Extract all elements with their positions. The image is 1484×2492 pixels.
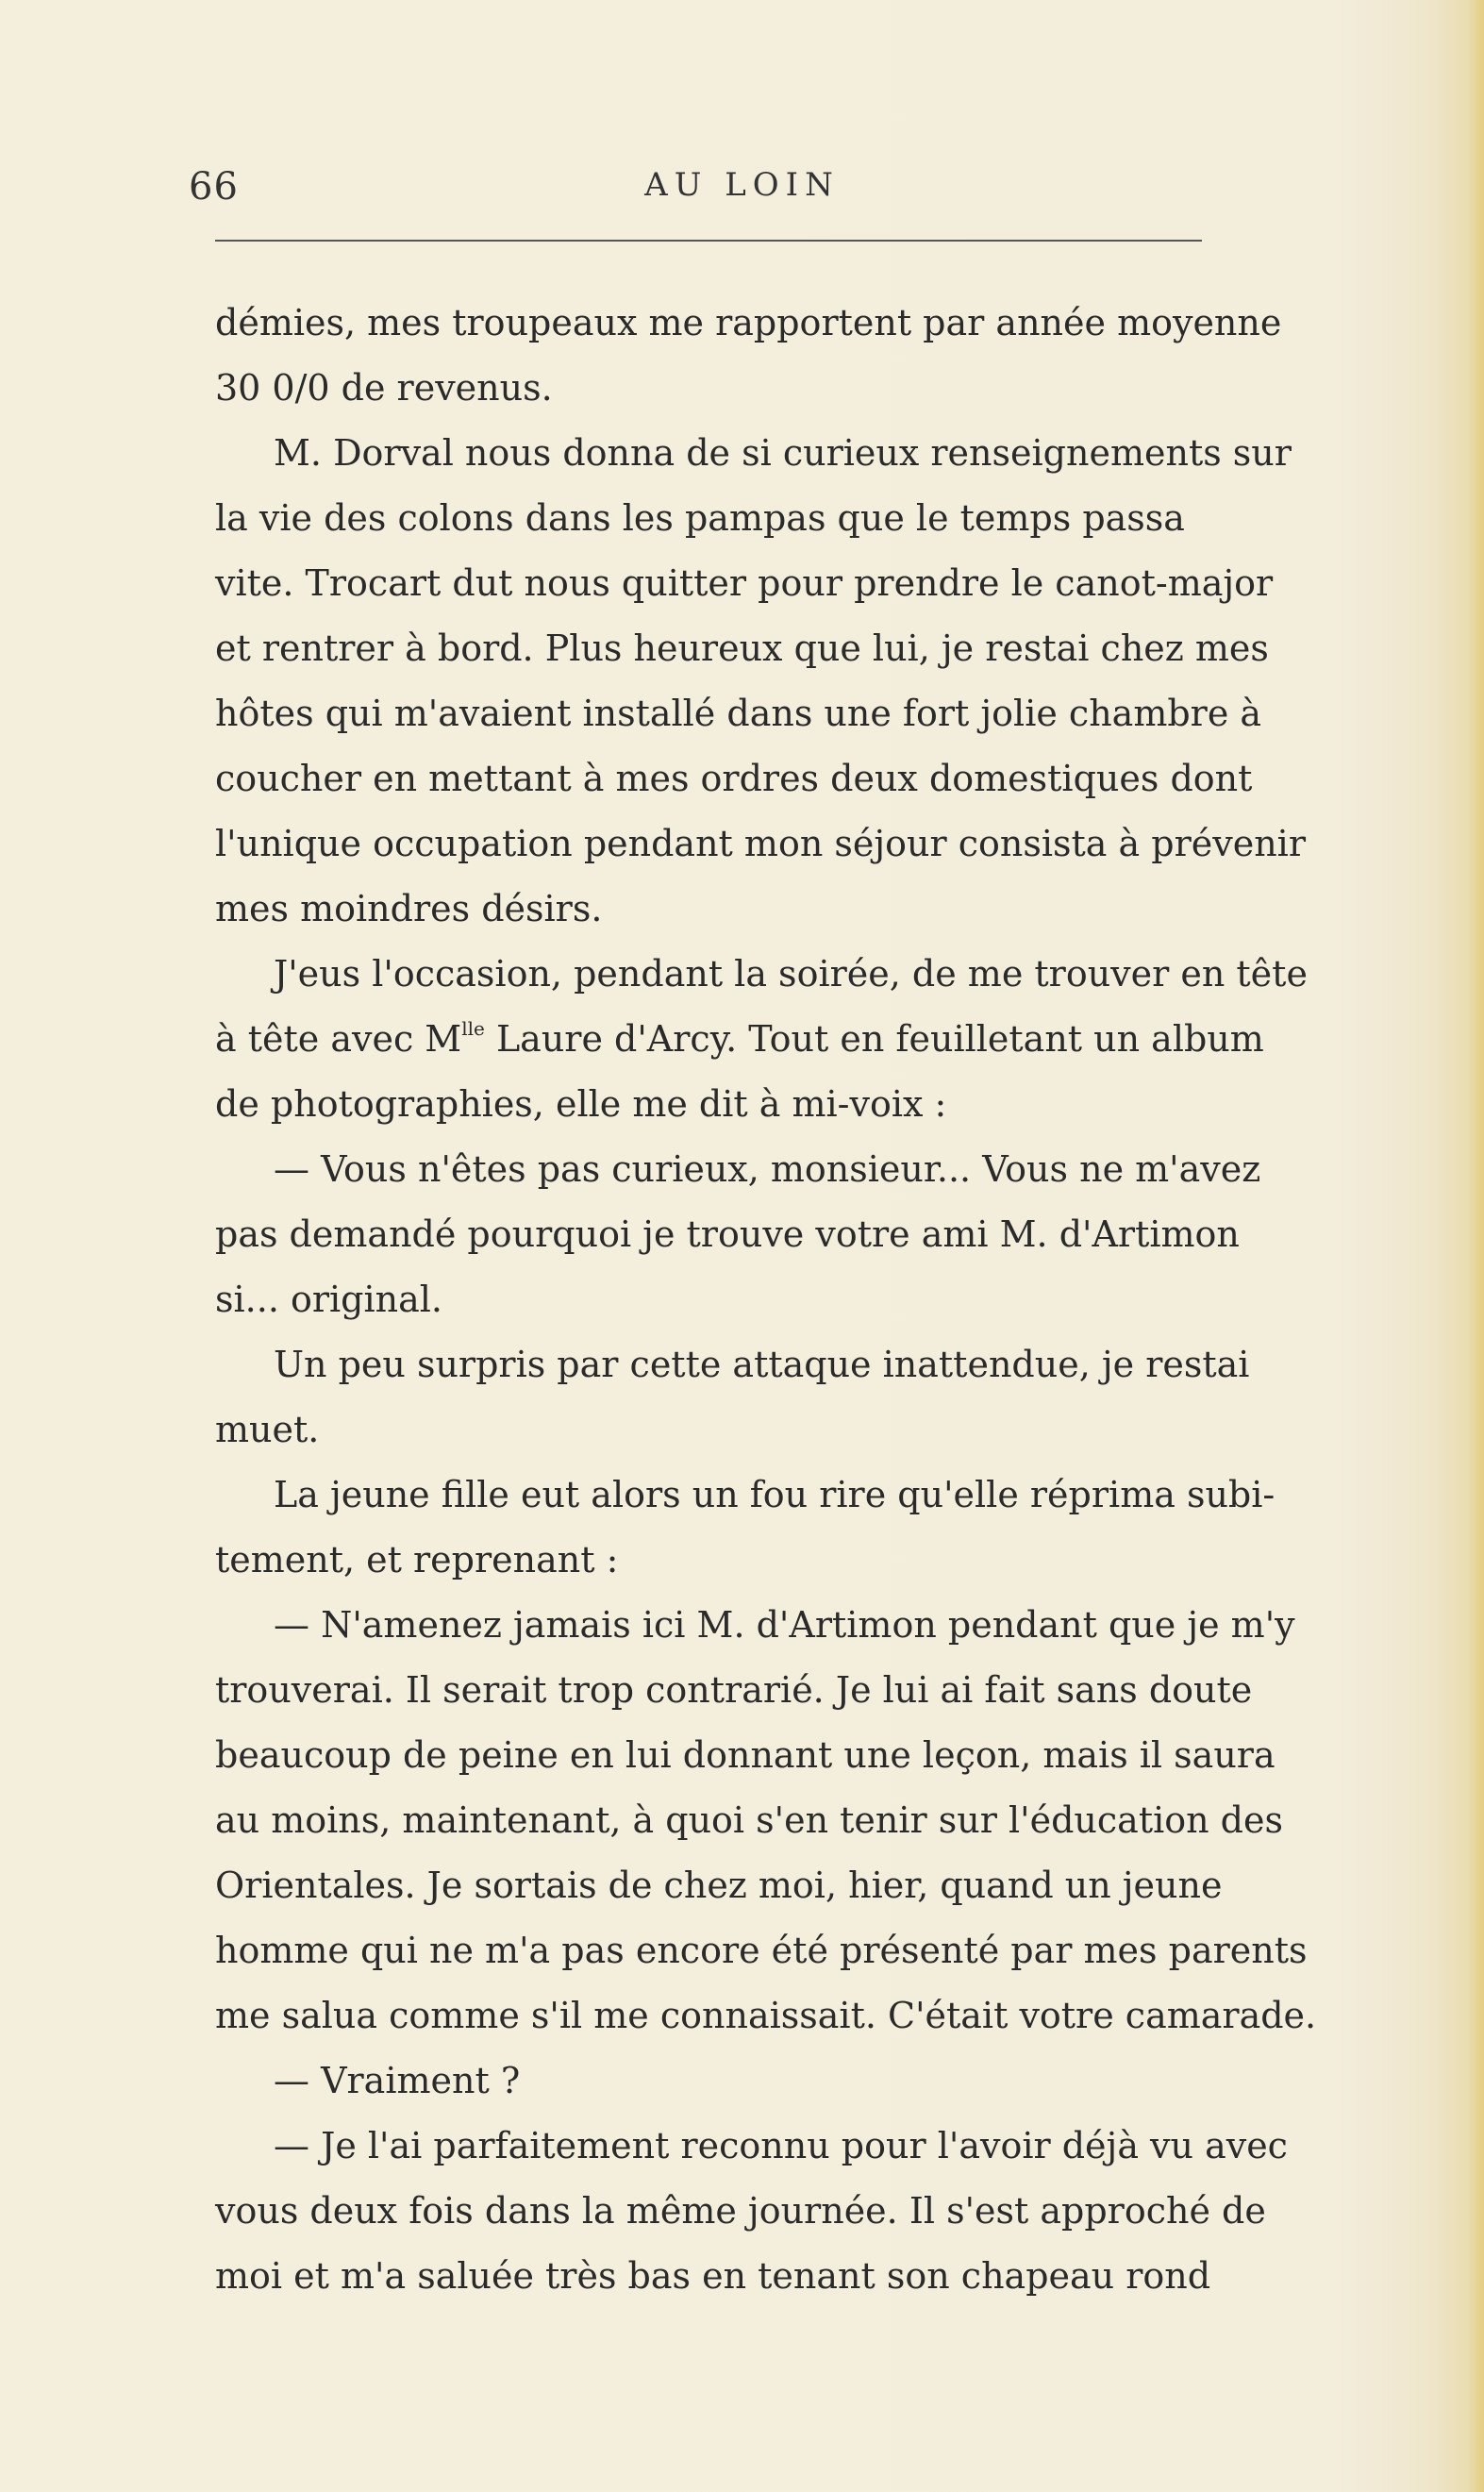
- text-line: Orientales. Je sortais de chez moi, hier, quand un jeune: [215, 1865, 1223, 1906]
- text-line: tement, et reprenant :: [215, 1539, 619, 1580]
- text-line: — Je l'ai parfaitement reconnu pour l'avoir déjà vu avec: [274, 2125, 1288, 2166]
- text-line: — Vraiment ?: [274, 2060, 521, 2101]
- text-line: vite. Trocart dut nous quitter pour prendre le canot-major: [215, 562, 1274, 604]
- header-rule: [215, 240, 1202, 242]
- text-line: et rentrer à bord. Plus heureux que lui, je restai chez mes: [215, 627, 1269, 669]
- text-line: M. Dorval nous donna de si curieux renseignements sur: [274, 432, 1292, 474]
- text-line: démies, mes troupeaux me rapportent par année moyenne: [215, 302, 1282, 343]
- text-segment: à tête avec M: [215, 1018, 462, 1060]
- body-text: [215, 291, 1394, 2309]
- page-number: 66: [189, 165, 239, 209]
- text-segment: Laure d'Arcy. Tout en feuilletant un album: [484, 1018, 1264, 1060]
- text-line: — Vous n'êtes pas curieux, monsieur... Vous ne m'avez: [274, 1148, 1261, 1190]
- text-line: [215, 1007, 1394, 1072]
- text-line: vous deux fois dans la même journée. Il s'est approché de: [215, 2190, 1266, 2232]
- text-line: muet.: [215, 1409, 320, 1450]
- text-line: pas demandé pourquoi je trouve votre ami M. d'Artimon: [215, 1213, 1240, 1255]
- text-line: Un peu surpris par cette attaque inattendue, je restai: [274, 1344, 1250, 1385]
- text-line: hôtes qui m'avaient installé dans une fort jolie chambre à: [215, 693, 1262, 734]
- text-line: de photographies, elle me dit à mi-voix :: [215, 1083, 947, 1125]
- text-line: coucher en mettant à mes ordres deux domestiques dont: [215, 758, 1253, 799]
- text-line: La jeune fille eut alors un fou rire qu'elle réprima subi-: [274, 1474, 1276, 1515]
- text-line: l'unique occupation pendant mon séjour consista à prévenir: [215, 823, 1306, 864]
- text-line: beaucoup de peine en lui donnant une leçon, mais il saura: [215, 1734, 1276, 1776]
- text-line: moi et m'a saluée très bas en tenant son chapeau rond: [215, 2255, 1211, 2297]
- text-line: au moins, maintenant, à quoi s'en tenir sur l'éducation des: [215, 1799, 1283, 1841]
- text-line: me salua comme s'il me connaissait. C'était votre camarade.: [215, 1995, 1317, 2036]
- page-edge-shadow: [1467, 0, 1484, 2492]
- superscript-abbreviation: lle: [461, 1017, 485, 1040]
- text-line: 30 0/0 de revenus.: [215, 367, 553, 409]
- text-line: — N'amenez jamais ici M. d'Artimon pendant que je m'y: [274, 1604, 1295, 1646]
- text-line: trouverai. Il serait trop contrarié. Je lui ai fait sans doute: [215, 1669, 1253, 1711]
- text-line: la vie des colons dans les pampas que le temps passa: [215, 497, 1185, 539]
- text-line: mes moindres désirs.: [215, 888, 603, 929]
- text-line: homme qui ne m'a pas encore été présenté par mes parents: [215, 1930, 1308, 1971]
- text-line: si... original.: [215, 1279, 443, 1320]
- running-title: AU LOIN: [644, 166, 840, 204]
- text-line: J'eus l'occasion, pendant la soirée, de me trouver en tête: [274, 953, 1308, 995]
